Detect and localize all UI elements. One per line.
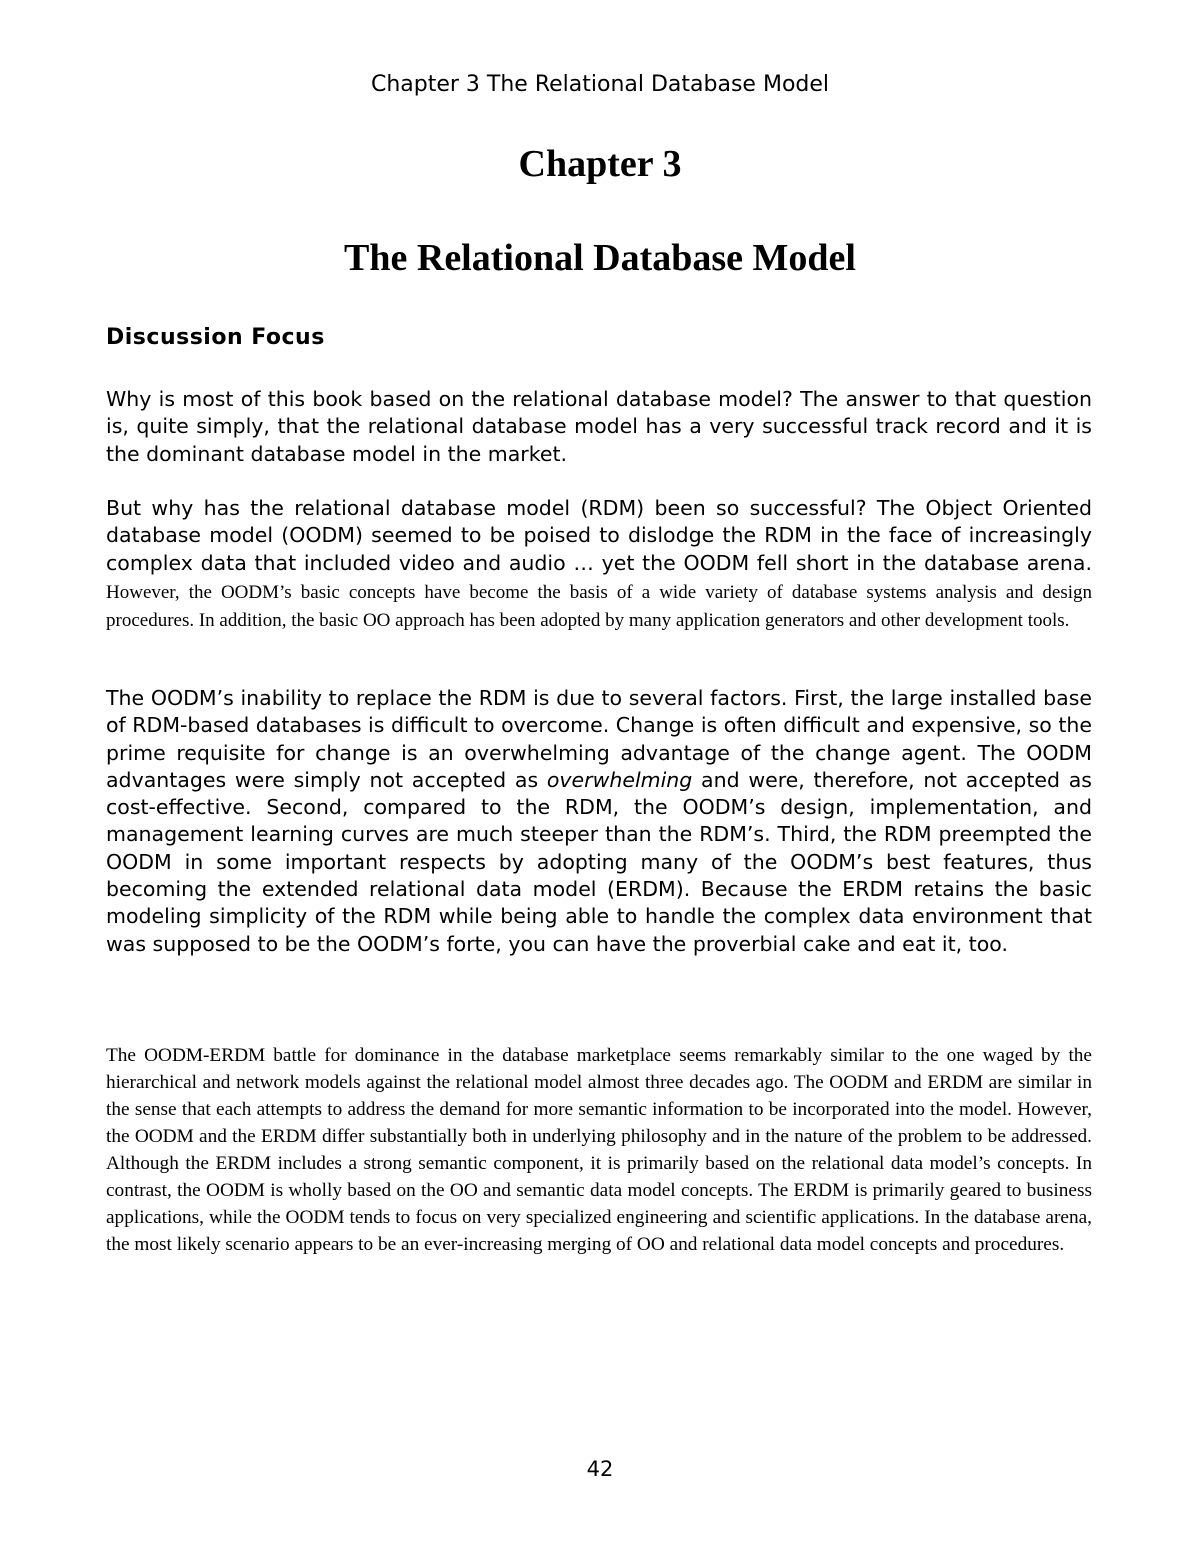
paragraph-2-sans-text: But why has the relational database model (RDM) been so successful? The Object Oriented database model (OODM) seemed to be poised to dislodge the RDM in the face of increasingly complex data that included video and audio … yet the OODM fell short in the database arena. xyxy=(106,496,1092,575)
paragraph-3-emphasis: overwhelming xyxy=(546,767,693,792)
page-number: 42 xyxy=(586,1457,614,1481)
section-heading: Discussion Focus xyxy=(106,325,325,350)
paragraph-4: The OODM-ERDM battle for dominance in the database marketplace seems remarkably similar to the one waged by the hierarchical and network models against the relational model almost three decades ago. The OODM and ERDM are similar in the sense that each attempts to address the demand for more semantic information to be incorporated into the model. However, the OODM and the ERDM differ substantially both in underlying philosophy and in the nature of the problem to be addressed. Although the ERDM includes a strong semantic component, it is primarily based on the relational data model’s concepts. In contrast, the OODM is wholly based on the OO and semantic data model concepts. The ERDM is primarily geared to business applications, while the OODM tends to focus on very specialized engineering and scientific applications. In the database arena, the most likely scenario appears to be an ever-increasing merging of OO and relational data model concepts and procedures. xyxy=(106,1045,1092,1255)
paragraph-3 xyxy=(106,685,1092,958)
paragraph-2-serif-text: However, the OODM’s basic concepts have become the basis of a wide variety of database systems analysis and design procedures. In addition, the basic OO approach has been adopted by many application generators and other development tools. xyxy=(106,581,1092,632)
paragraph-3-text-start: The OODM’s inability to replace the RDM is due to several factors. First, the large installed base of RDM-based databases is difficult to overcome. Change is often difficult and expensive, so the prime requisite for change is an overwhelming advantage of the change agent. The OODM advantages were simply not accepted as xyxy=(106,686,1092,792)
paragraph-3-text-end: and were, therefore, not accepted as cost-effective. Second, compared to the RDM, the OODM’s design, implementation, and management learning curves are much steeper than the RDM’s. Third, the RDM preempted the OODM in some important respects by adopting many of the OODM’s best features, thus becoming the extended relational data model (ERDM). Because the ERDM retains the basic modeling simplicity of the RDM while being able to handle the complex data environment that was supposed to be the OODM’s forte, you can have the proverbial cake and eat it, too. xyxy=(106,767,1092,956)
chapter-number: Chapter 3 xyxy=(518,143,682,185)
running-header: Chapter 3 The Relational Database Model xyxy=(370,72,830,97)
paragraph-1: Why is most of this book based on the relational database model? The answer to that question is, quite simply, that the relational database model has a very successful track record and it is the dominant database model in the market. xyxy=(106,387,1092,466)
chapter-title: The Relational Database Model xyxy=(344,237,856,279)
paragraph-2 xyxy=(106,495,1092,634)
